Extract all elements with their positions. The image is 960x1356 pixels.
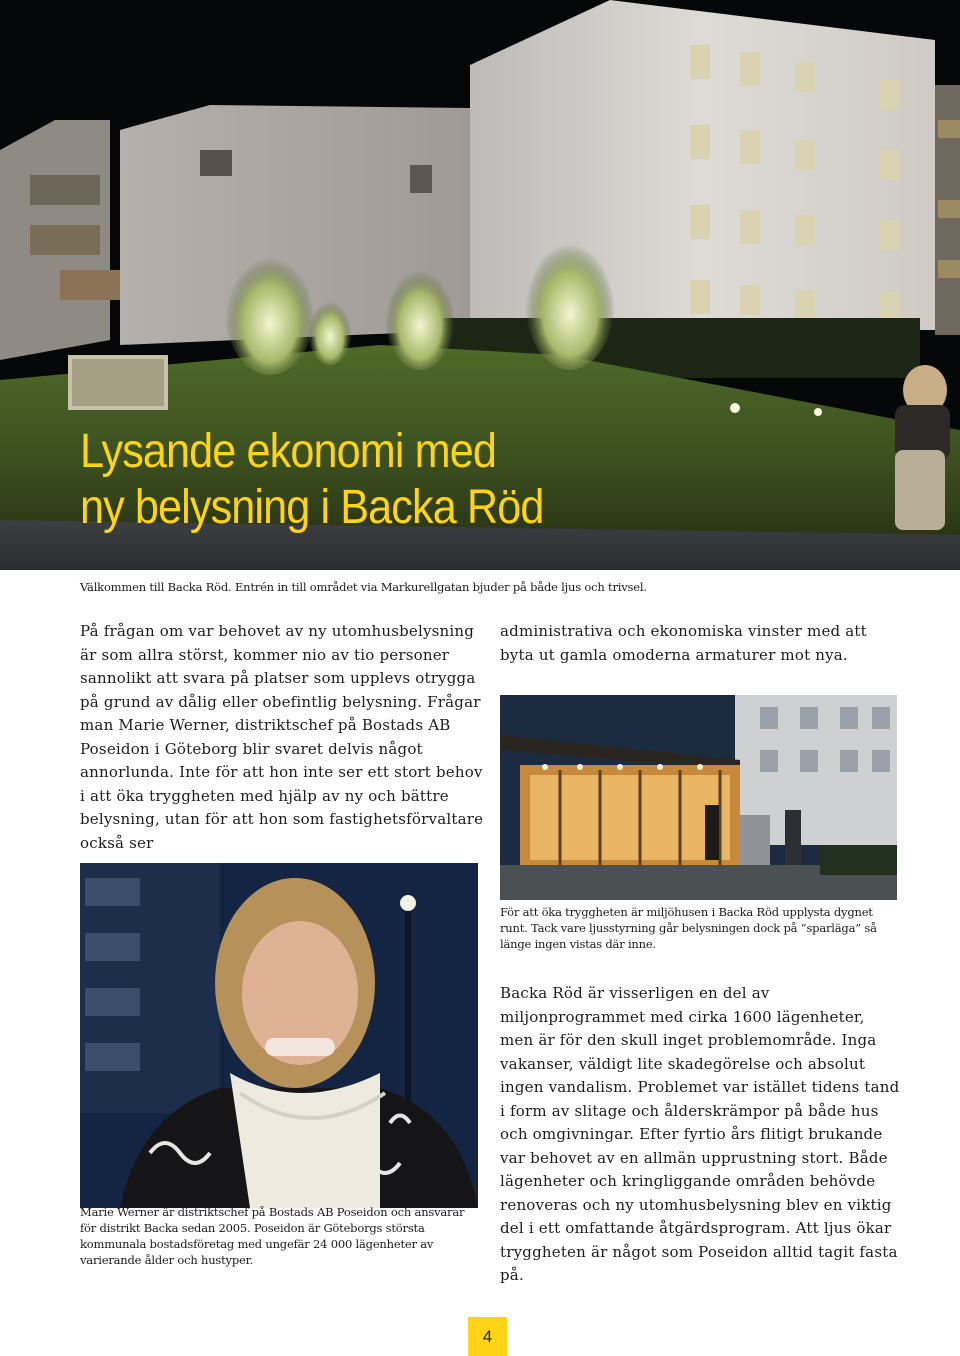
headline-line-1: Lysande ekonomi med	[80, 425, 496, 478]
page-number: 4	[468, 1317, 507, 1356]
hero-photo	[0, 0, 960, 570]
headline-line-2: ny belysning i Backa Röd	[80, 481, 544, 534]
environment-building-photo	[500, 695, 897, 900]
hero-caption: Välkommen till Backa Röd. Entrén in till området via Markurellgatan bjuder på både ljus och trivsel.	[80, 580, 647, 594]
portrait-photo	[80, 863, 478, 1208]
article-column-right-bottom	[500, 982, 900, 1288]
article-paragraph: Backa Röd är visserligen en del av miljonprogrammet med cirka 1600 lägenheter, men är för den skull inget problemområde. Inga vakanser, väldigt lite skadegörelse och absolut ingen vandalism. Problemet var istället tidens tand i form av slitage och ålderskrämpor på både hus och omgivningar. Efter fyrtio års flitigt brukande var behovet av en allmän upprustning stort. Både lägenheter och kringliggande områden behövde renoveras och ny utomhusbelysning blev en viktig del i ett omfattande åtgärdsprogram. Att ljus ökar tryggheten är något som Poseidon alltid tagit fasta på.	[500, 984, 900, 1284]
headline	[80, 424, 543, 536]
article-column-left	[80, 620, 485, 855]
building-photo-caption: För att öka tryggheten är miljöhusen i Backa Röd upplysta dygnet runt. Tack vare ljusstyrning går belysningen dock på ”sparläga” så länge ingen vistas där inne.	[500, 905, 877, 951]
article-paragraph: På frågan om var behovet av ny utomhusbelysning är som allra störst, kommer nio av tio personer sannolikt att svara på platser som upplevs otrygga på grund av dålig eller obefintlig belysning. Frågar man Marie Werner, distriktschef på Bostads AB Poseidon i Göteborg blir svaret delvis något annorlunda. Inte för att hon inte ser ett stort behov i att öka tryggheten med hjälp av ny och bättre belysning, utan för att hon som fastighetsförvaltare också ser	[80, 622, 484, 852]
article-paragraph: administrativa och ekonomiska vinster med att byta ut gamla omoderna armaturer mot nya.	[500, 622, 867, 664]
portrait-photo-caption: Marie Werner är distriktschef på Bostads AB Poseidon och ansvarar för distrikt Backa sedan 2005. Poseidon är Göteborgs största kommunala bostadsföretag med ungefär 24 000 lägenheter av varierande ålder och hustyper.	[80, 1205, 465, 1267]
article-column-right-top	[500, 620, 900, 667]
